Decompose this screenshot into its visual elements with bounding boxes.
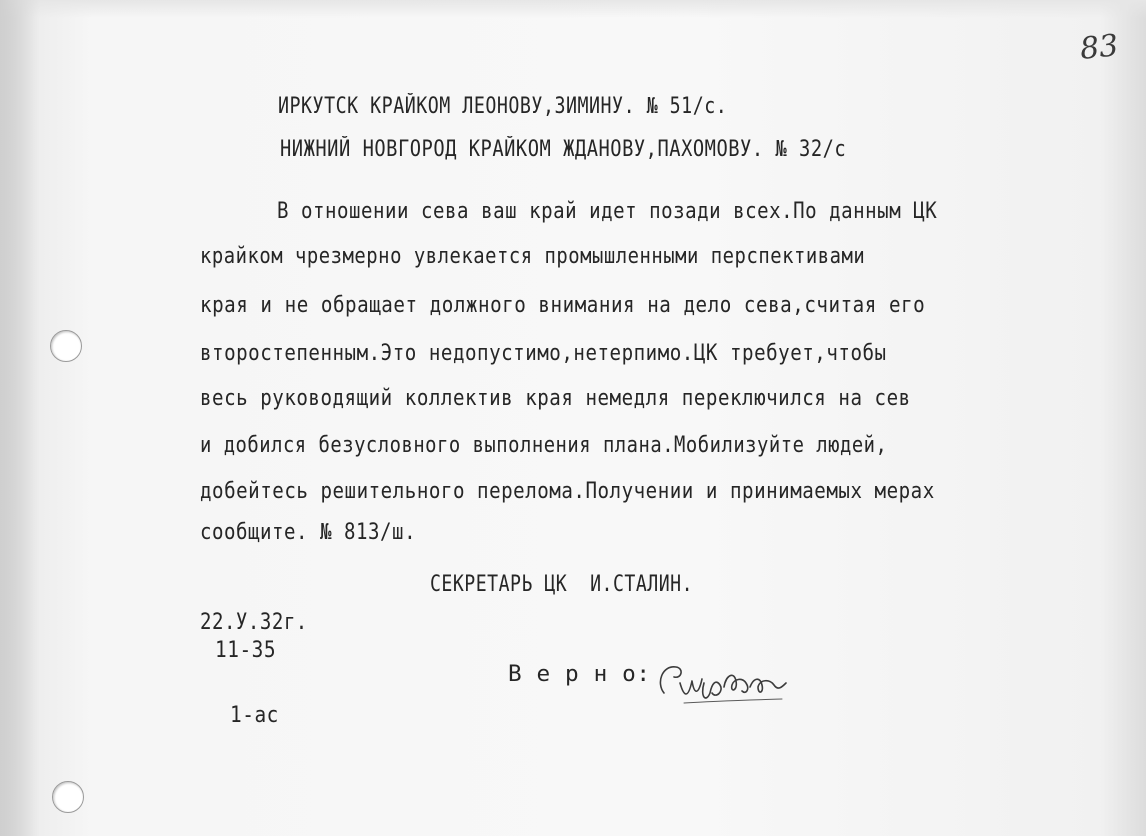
handwritten-page-number: 83 xyxy=(1078,28,1120,67)
time-stamp: 11-35 xyxy=(215,638,277,663)
address-line-irkutsk: ИРКУТСК КРАЙКОМ ЛЕОНОВУ,ЗИМИНУ. № 51/с. xyxy=(278,94,728,119)
signature-line: СЕКРЕТАРЬ ЦК И.СТАЛИН. xyxy=(430,572,694,597)
body-line: весь руководящий коллектив края немедля переключился на сев xyxy=(200,386,911,411)
body-line: и добился безусловного выполнения плана.Мобилизуйте людей, xyxy=(200,433,888,458)
body-line: В отношении сева ваш край идет позади всех.По данным ЦК xyxy=(277,199,938,224)
date-stamp: 22.У.32г. xyxy=(200,610,308,635)
address-line-nizhny-novgorod: НИЖНИЙ НОВГОРОД КРАЙКОМ ЖДАНОВУ,ПАХОМОВУ. № 32/с xyxy=(280,137,847,162)
paper-top-edge xyxy=(0,0,1146,18)
handwritten-signature xyxy=(654,653,794,709)
paper-left-edge xyxy=(0,0,40,836)
punch-hole xyxy=(52,781,84,813)
copy-number: 1-ас xyxy=(230,703,279,728)
body-line: сообщите. № 813/ш. xyxy=(200,520,417,545)
body-line: края и не обращает должного внимания на дело сева,считая его xyxy=(200,293,926,318)
body-line: второстепенным.Это недопустимо,нетерпимо.ЦК требует,чтобы xyxy=(200,341,887,366)
body-line: крайком чрезмерно увлекается промышленными перспективами xyxy=(200,244,866,269)
body-line: добейтесь решительного перелома.Получении и принимаемых мерах xyxy=(200,479,935,504)
punch-hole xyxy=(50,330,82,362)
certification-label: В е р н о: xyxy=(508,662,651,687)
